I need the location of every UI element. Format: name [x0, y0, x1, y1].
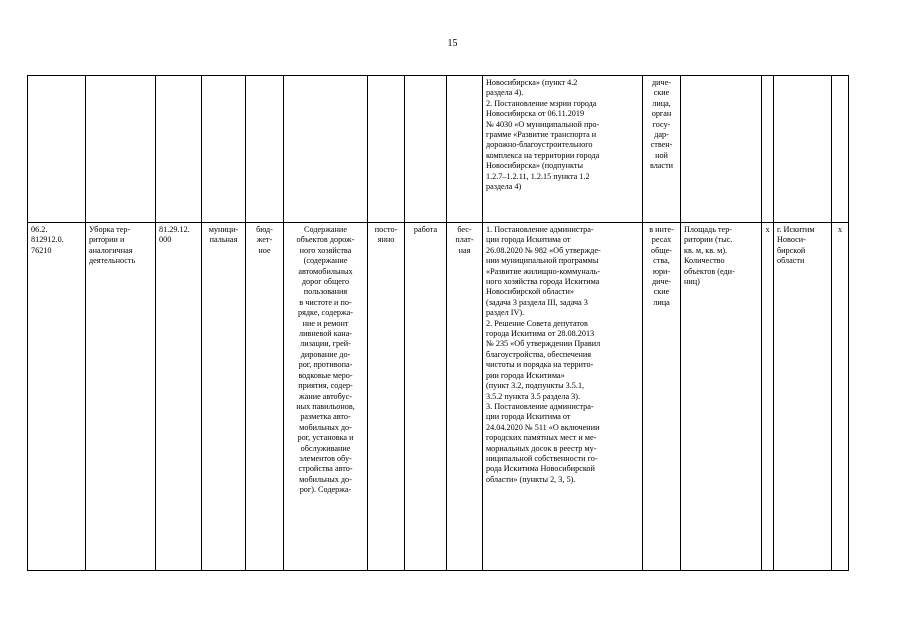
cell-activity: Уборка тер- ритории и аналогичная деятельность [86, 223, 156, 571]
cell-indicators [681, 76, 762, 223]
cell-payment: бес- плат- ная [447, 223, 483, 571]
cell-okved: 81.29.12. 000 [156, 223, 202, 571]
cell-x1 [762, 76, 774, 223]
table-row-continuation [28, 76, 849, 223]
cell-content: Содержание объектов дорож- ного хозяйства (содержание автомобильных дорог общего пользования в чистоте и по- рядке, содержа- ние и ремонт ливневой кана- лизации, грей- дирование до- рог, противопа- водковые меро- приятия, содер- жание автобус- ных павильонов, разметка авто- мобильных до- рог, установка и обслуживание элементов обу- стройства авто- мобильных до- рог). Содержа- [284, 223, 368, 571]
services-register-table [27, 75, 849, 571]
cell-consumers: в инте- ресах обще- ства, юри- диче- ские лица [643, 223, 681, 571]
cell-institution-type [202, 76, 246, 223]
cell-code: 06.2. 812912.0. 76210 [28, 223, 86, 571]
cell-kind [405, 76, 447, 223]
cell-location: г. Искитим Новоси- бирской области [774, 223, 832, 571]
cell-payment [447, 76, 483, 223]
cell-period [368, 76, 405, 223]
cell-indicators: Площадь тер- ритории (тыс. кв. м, кв. м). Количество объектов (еди- ниц) [681, 223, 762, 571]
cell-content [284, 76, 368, 223]
cell-funding [246, 76, 284, 223]
cell-code [28, 76, 86, 223]
table-row-main [28, 223, 849, 571]
cell-institution-type: муници- пальная [202, 223, 246, 571]
cell-funding: бюд- жет- ное [246, 223, 284, 571]
cell-x2: х [832, 223, 849, 571]
cell-location [774, 76, 832, 223]
cell-x2 [832, 76, 849, 223]
cell-legal-basis: 1. Постановление администра- ции города Искитима от 26.08.2020 № 982 «Об утвержде- нии муниципальной программы «Развитие жилищно-коммуналь- ного хозяйства города Искитима Новосибирской области» (задача 3 раздела III, задача 3 раздел IV). 2. Решение Совета депутатов города Искитима от 28.08.2013 № 235 «Об утверждении Правил благоустройства, обеспечения чистоты и порядка на террито- рии города Искитима» (пункт 3.2, подпункты 3.5.1, 3.5.2 пункта 3.5 раздела 3). 3. Постановление администра- ции города Искитима от 24.04.2020 № 511 «О включении городских памятных мест и ме- мориальных досок в реестр му- ниципальной собственности го- рода Искитима Новосибирской области» (пункты 2, 3, 5). [483, 223, 643, 571]
cell-activity [86, 76, 156, 223]
cell-legal-basis: Новосибирска» (пункт 4.2 раздела 4). 2. Постановление мэрии города Новосибирска от 06.11.2019 № 4030 «О муниципальной про- грамме «Развитие транспорта и дорожно-благоустроительного комплекса на территории города Новосибирска» (подпункты 1.2.7–1.2.11, 1.2.15 пункта 1.2 раздела 4) [483, 76, 643, 223]
cell-x1: х [762, 223, 774, 571]
cell-consumers: диче- ские лица, орган госу- дар- ствен- ной власти [643, 76, 681, 223]
cell-period: посто- янно [368, 223, 405, 571]
cell-kind: работа [405, 223, 447, 571]
page-number: 15 [447, 38, 458, 49]
cell-okved [156, 76, 202, 223]
